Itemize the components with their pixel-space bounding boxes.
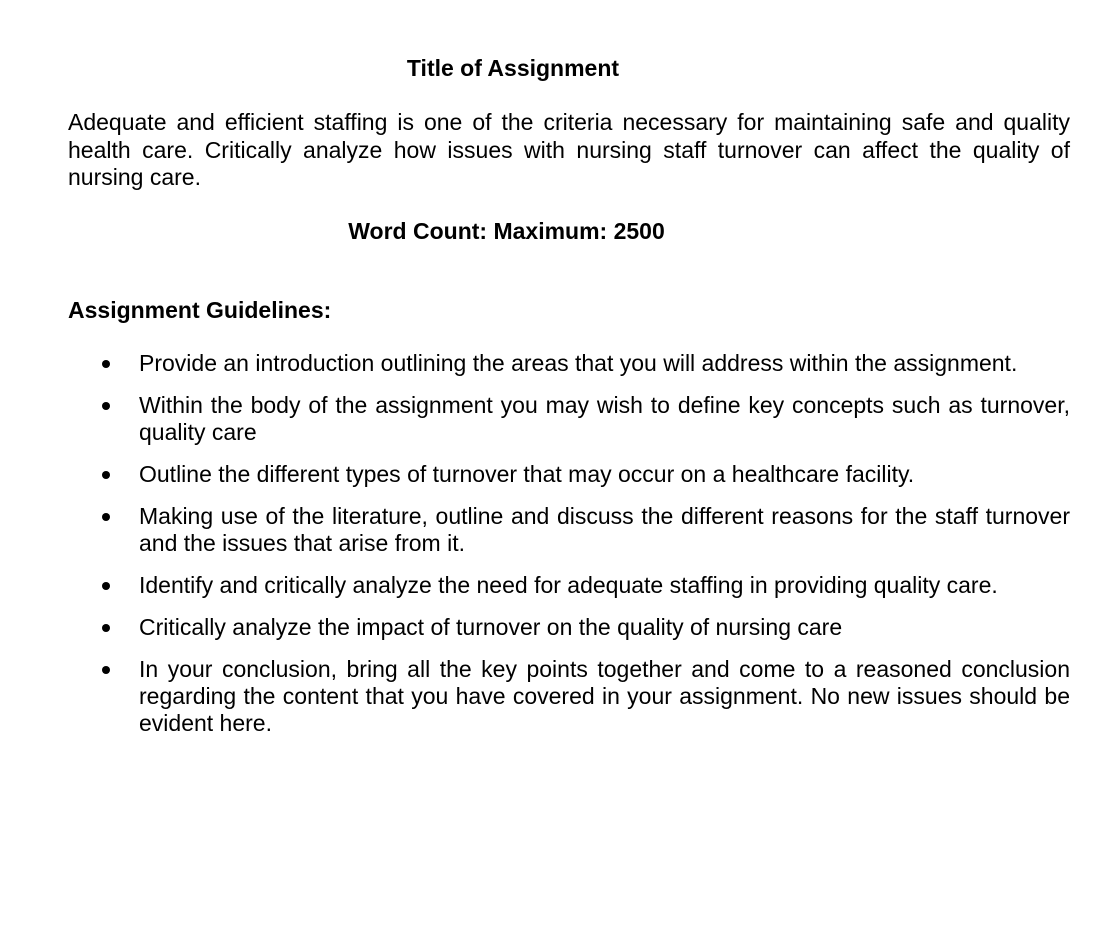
guideline-item [68,503,1070,557]
guideline-text: Identify and critically analyze the need for adequate staffing in providing quality care. [139,572,998,598]
guidelines-heading: Assignment Guidelines: [68,297,332,323]
guideline-item [68,572,1070,599]
bullet-icon [102,666,110,674]
guideline-item [68,350,1070,377]
guideline-text: In your conclusion, bring all the key points together and come to a reasoned conclusion regarding the content that you have covered in your assignment. No new issues should be evident here. [139,656,1070,736]
document-title: Title of Assignment [406,55,620,81]
bullet-icon [102,624,110,632]
bullet-icon [102,471,110,479]
guideline-item [68,614,1070,641]
guideline-text: Making use of the literature, outline and discuss the different reasons for the staff turnover and the issues that arise from it. [139,503,1070,556]
guideline-text: Within the body of the assignment you may wish to define key concepts such as turnover, quality care [139,392,1070,445]
guideline-text: Critically analyze the impact of turnover on the quality of nursing care [139,614,843,640]
guidelines-list [68,350,1070,752]
bullet-icon [102,402,110,410]
guideline-text: Outline the different types of turnover that may occur on a healthcare facility. [139,461,915,487]
guideline-item [68,392,1070,446]
bullet-icon [102,513,110,521]
guideline-item [68,461,1070,488]
guideline-text: Provide an introduction outlining the areas that you will address within the assignment. [139,350,1018,376]
bullet-icon [102,360,110,368]
guideline-item [68,656,1070,737]
assignment-question: Adequate and efficient staffing is one of the criteria necessary for maintaining safe and quality health care. Critically analyze how issues with nursing staff turnover can affect the quality of nursing care. [68,109,1070,190]
word-count: Word Count: Maximum: 2500 [348,218,665,244]
bullet-icon [102,582,110,590]
